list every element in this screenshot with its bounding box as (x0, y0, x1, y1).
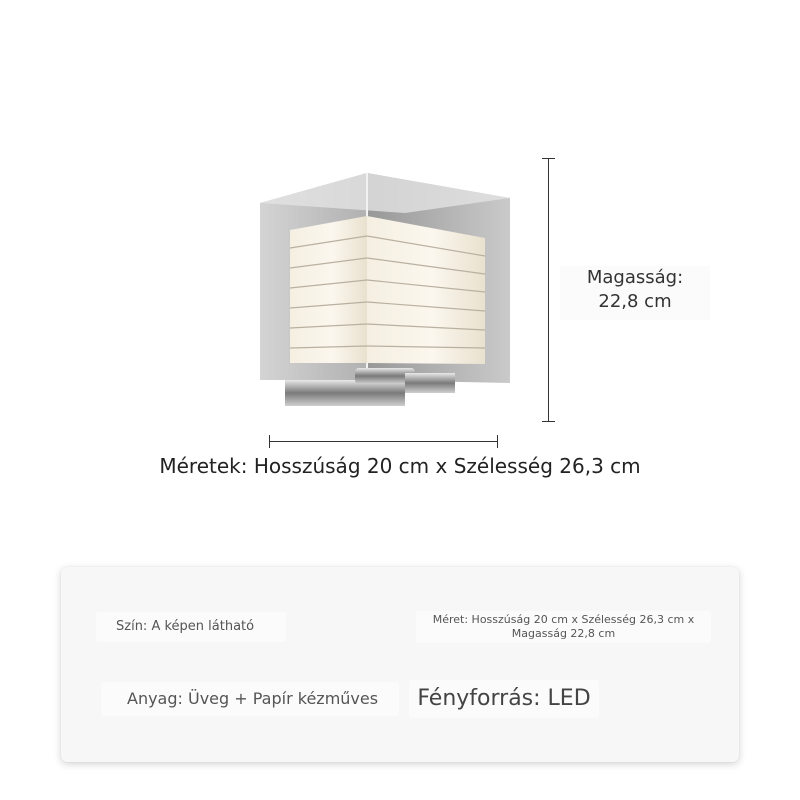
spec-material: Anyag: Üveg + Papír kézműves (101, 682, 399, 716)
spec-size: Méret: Hosszúság 20 cm x Szélesség 26,3 cm x Magasság 22,8 cm (416, 611, 711, 643)
height-dimension-top-cap (542, 158, 555, 159)
width-dimension-line (269, 441, 498, 442)
spec-color: Szín: A képen látható (96, 612, 286, 642)
spec-card (61, 567, 739, 762)
width-dimension-left-cap (269, 435, 270, 448)
height-dimension-bottom-cap (542, 421, 555, 422)
width-dimension-right-cap (497, 435, 498, 448)
height-label (560, 266, 710, 320)
height-label-value: 22,8 cm (598, 291, 672, 312)
dimensions-caption: Méretek: Hosszúság 20 cm x Szélesség 26,3 cm (159, 454, 641, 478)
wall-lamp-image (255, 168, 515, 413)
height-label-title: Magasság: (586, 267, 684, 288)
height-dimension-line (548, 158, 549, 422)
spec-light-source: Fényforrás: LED (409, 680, 599, 718)
